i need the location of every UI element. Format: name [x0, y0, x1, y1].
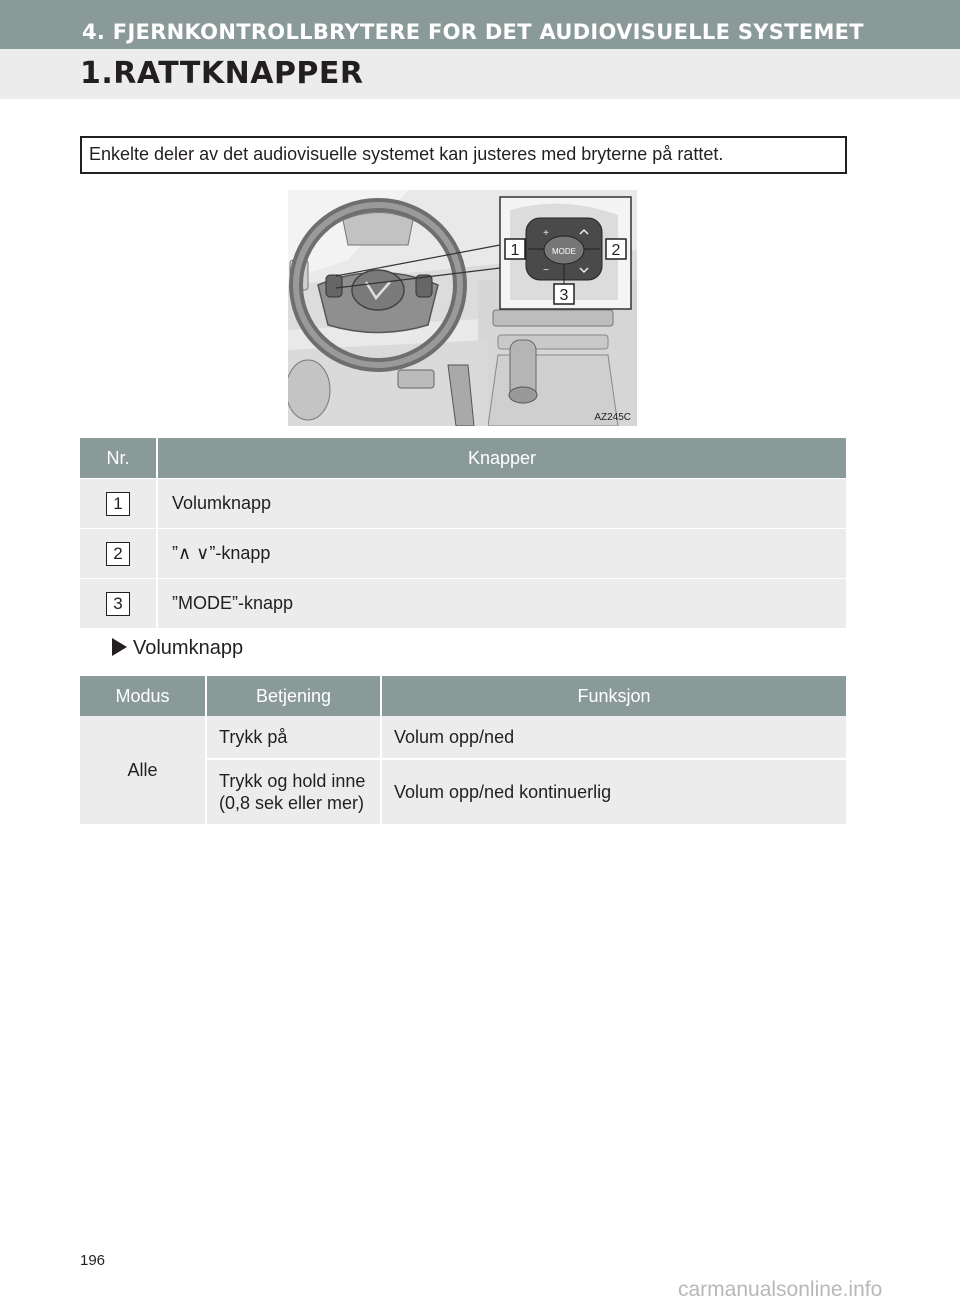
header-operation: Betjening [206, 676, 381, 716]
subheading [112, 637, 243, 660]
intro-text: Enkelte deler av det audiovisuelle systemet kan justeres med bryterne på rattet. [89, 144, 724, 164]
number-badge: 3 [106, 592, 130, 616]
chapter-title: 4. FJERNKONTROLLBRYTERE FOR DET AUDIOVISUELLE SYSTEMET [82, 20, 864, 44]
table-row [80, 479, 846, 529]
minus-label: − [543, 265, 549, 276]
function-cell: Volum opp/ned [381, 716, 846, 759]
volume-table-header [80, 676, 846, 716]
header-function: Funksjon [381, 676, 846, 716]
plus-label: + [543, 228, 549, 239]
header-mode: Modus [80, 676, 206, 716]
intro-box [80, 136, 847, 174]
callout-1 [505, 239, 525, 259]
row-label: ”∧ ∨”-knapp [157, 529, 846, 579]
table-row [80, 716, 846, 759]
row-number-cell [80, 579, 157, 629]
mode-switch-label: MODE [552, 247, 576, 256]
operation-line: (0,8 sek eller mer) [219, 793, 365, 813]
chapter-bar [0, 0, 960, 49]
volume-table [80, 676, 846, 824]
callout-2-label: 2 [611, 242, 621, 259]
buttons-table-header [80, 438, 846, 479]
header-number: Nr. [80, 438, 157, 479]
steering-wheel-figure [288, 190, 637, 426]
row-number-cell [80, 529, 157, 579]
callout-2 [606, 239, 626, 259]
row-label: Volumknapp [157, 479, 846, 529]
mode-cell: Alle [80, 716, 206, 824]
number-badge: 2 [106, 542, 130, 566]
callout-3-label: 3 [559, 287, 569, 304]
row-label: ”MODE”-knapp [157, 579, 846, 629]
steering-wheel-illustration [288, 190, 637, 426]
watermark: carmanualsonline.info [678, 1278, 883, 1301]
triangle-bullet-icon [112, 638, 127, 656]
callout-3 [554, 284, 574, 304]
section-title: 1.RATTKNAPPER [80, 56, 364, 91]
subheading-text: Volumknapp [133, 637, 244, 659]
page-number: 196 [80, 1252, 106, 1269]
operation-line: Trykk på [219, 727, 288, 747]
number-badge: 1 [106, 492, 130, 516]
figure-code: AZ245C [594, 412, 631, 423]
callout-1-label: 1 [510, 242, 520, 259]
operation-line: Trykk og hold inne [219, 771, 366, 791]
table-row [80, 529, 846, 579]
buttons-table [80, 438, 846, 628]
table-row [80, 579, 846, 629]
operation-cell [206, 759, 381, 824]
function-cell: Volum opp/ned kontinuerlig [381, 759, 846, 824]
header-buttons: Knapper [157, 438, 846, 479]
operation-cell [206, 716, 381, 759]
row-number-cell [80, 479, 157, 529]
